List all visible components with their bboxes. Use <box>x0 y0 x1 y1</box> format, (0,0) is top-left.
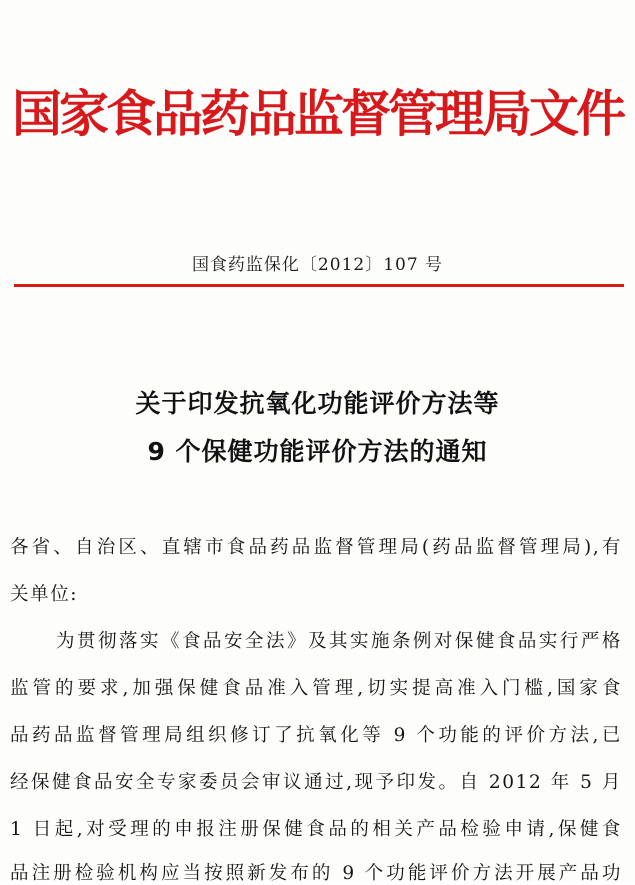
notice-title-line-1: 关于印发抗氧化功能评价方法等 <box>135 389 500 418</box>
red-divider-line <box>14 284 624 287</box>
body-paragraph-line: 为贯彻落实《食品安全法》及其实施条例对保健食品实行严格 <box>56 631 622 652</box>
salutation-line-1: 各省、自治区、直辖市食品药品监督管理局(药品监督管理局),有 <box>10 537 622 558</box>
masthead-title: 国家食品药品监督管理局文件 <box>12 85 623 143</box>
notice-title-line-2: 9 个保健功能评价方法的通知 <box>147 437 488 466</box>
body-paragraph-line: 监管的要求,加强保健食品准入管理,切实提高准入门槛,国家食 <box>10 678 622 699</box>
document-number: 国食药监保化〔2012〕107 号 <box>191 255 444 275</box>
body-paragraph-line: 1 日起,对受理的申报注册保健食品的相关产品检验申请,保健食 <box>10 819 622 840</box>
body-paragraph-line: 经保健食品安全专家委员会审议通过,现予印发。自 2012 年 5 月 <box>10 772 622 793</box>
salutation-line-2: 关单位: <box>10 584 79 605</box>
body-paragraph-line: 品药品监督管理局组织修订了抗氧化等 9 个功能的评价方法,已 <box>10 725 622 746</box>
body-paragraph-line: 品注册检验机构应当按照新发布的 9 个功能评价方法开展产品功 <box>10 863 622 884</box>
